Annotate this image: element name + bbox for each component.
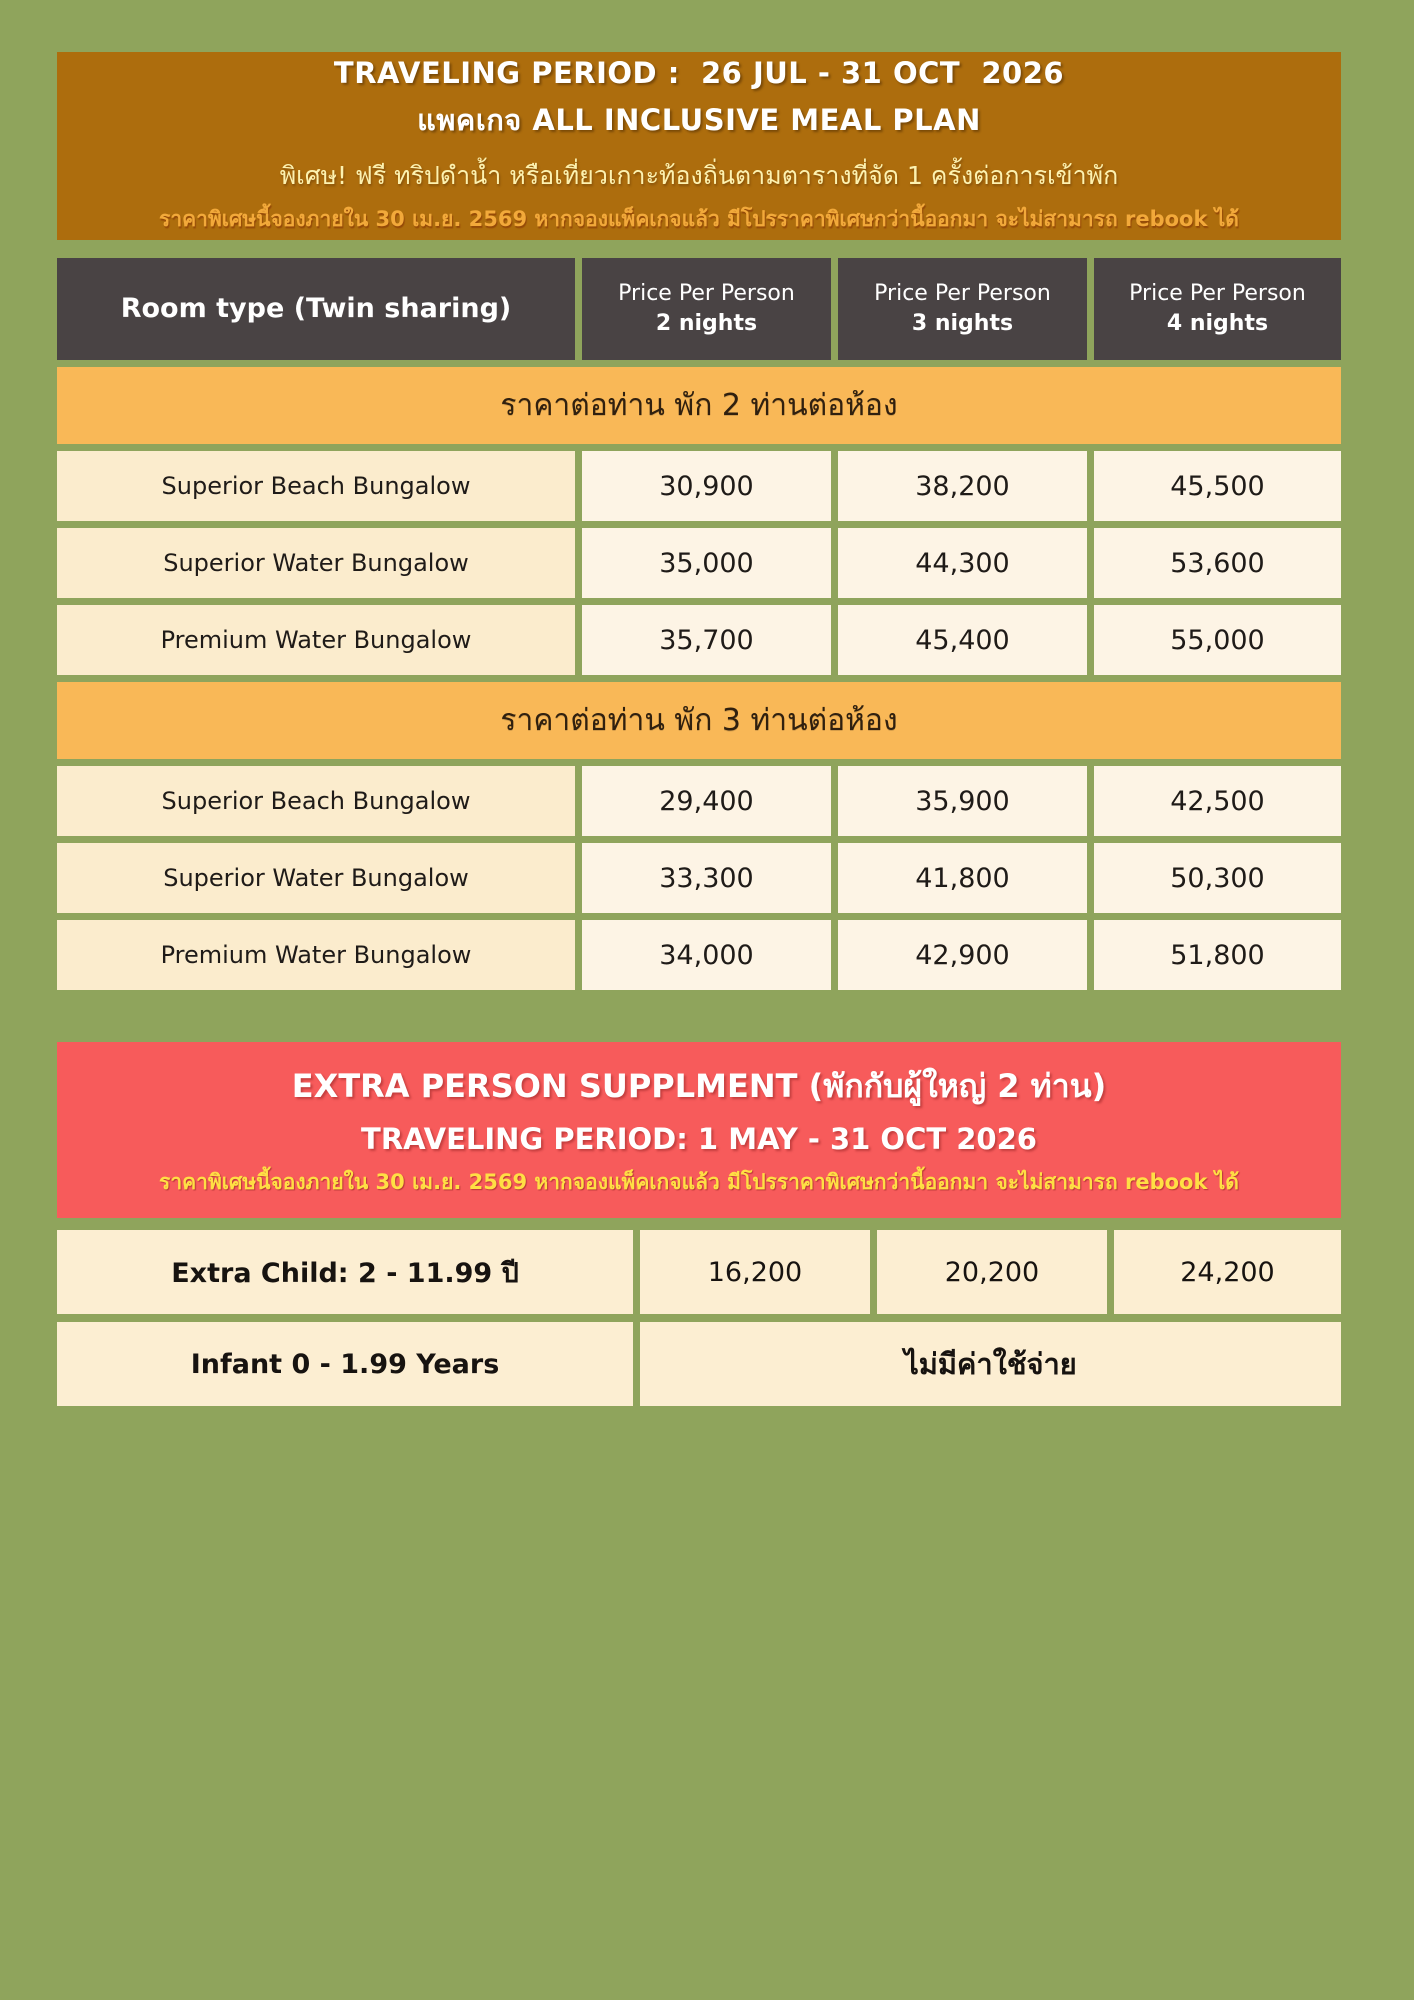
occupancy-band-3-person: ราคาต่อท่าน พัก 3 ท่านต่อห้อง [57,682,1341,759]
infant-free-of-charge-cell: ไม่มีค่าใช้จ่าย [640,1322,1341,1406]
nights-3-label: 3 nights [911,311,1014,336]
nights-2-label: 2 nights [655,311,758,336]
room-type-cell: Superior Water Bungalow [57,528,575,598]
table-row [57,605,1341,675]
price-cell-3-nights: 42,900 [838,920,1087,990]
price-cell-4-nights: 55,000 [1094,605,1341,675]
table-row [57,528,1341,598]
price-cell-4-nights: 45,500 [1094,451,1341,521]
traveling-period-title: TRAVELING PERIOD : 26 JUL - 31 OCT 2026 [333,56,1065,90]
price-cell-4-nights: 42,500 [1094,766,1341,836]
extra-person-title: EXTRA PERSON SUPPLMENT (พักกับผู้ใหญ่ 2 ท่าน) [291,1067,1107,1105]
extra-period-title: TRAVELING PERIOD: 1 MAY - 31 OCT 2026 [361,1122,1037,1156]
price-cell-4-nights: 51,800 [1094,920,1341,990]
price-cell-4-nights: 53,600 [1094,528,1341,598]
price-per-person-label: Price Per Person [874,281,1051,307]
price-cell-3-nights: 41,800 [838,843,1087,913]
infant-row [57,1322,1341,1406]
price-per-person-label: Price Per Person [1129,281,1306,307]
nights-4-label: 4 nights [1166,311,1269,336]
price-cell-4-nights: 50,300 [1094,843,1341,913]
price-cell-2-nights: 34,000 [582,920,831,990]
room-type-header-cell [57,258,575,360]
table-row [57,766,1341,836]
extra-child-price-2-nights: 16,200 [640,1230,870,1314]
price-cell-2-nights: 35,700 [582,605,831,675]
promo-header [57,52,1341,240]
room-type-cell: Superior Water Bungalow [57,843,575,913]
room-type-cell: Superior Beach Bungalow [57,451,575,521]
extra-child-label-cell: Extra Child: 2 - 11.99 ปี [57,1230,633,1314]
price-header-4-nights [1094,258,1341,360]
price-cell-2-nights: 35,000 [582,528,831,598]
page-content [57,0,1341,1406]
price-per-person-label: Price Per Person [618,281,795,307]
price-cell-2-nights: 33,300 [582,843,831,913]
package-title: แพคเกจ ALL INCLUSIVE MEAL PLAN [417,103,981,137]
room-type-cell: Superior Beach Bungalow [57,766,575,836]
extra-child-row [57,1230,1341,1314]
price-cell-3-nights: 38,200 [838,451,1087,521]
extra-booking-condition-note: ราคาพิเศษนี้จองภายใน 30 เม.ย. 2569 หากจองแพ็คเกจแล้ว มีโปรราคาพิเศษกว่านี้ออกมา จะไม่สามารถ rebook ได้ [159,1170,1239,1194]
price-cell-3-nights: 44,300 [838,528,1087,598]
price-cell-2-nights: 29,400 [582,766,831,836]
occupancy-band-2-person: ราคาต่อท่าน พัก 2 ท่านต่อห้อง [57,367,1341,444]
price-header-2-nights [582,258,831,360]
booking-condition-note: ราคาพิเศษนี้จองภายใน 30 เม.ย. 2569 หากจองแพ็คเกจแล้ว มีโปรราคาพิเศษกว่านี้ออกมา จะไม่สามารถ rebook ได้ [159,207,1239,231]
extra-person-section-header [57,1042,1341,1218]
free-trip-note: พิเศษ! ฟรี ทริปดำน้ำ หรือเที่ยวเกาะท้องถิ่นตามตารางที่จัด 1 ครั้งต่อการเข้าพัก [279,161,1119,190]
price-cell-3-nights: 45,400 [838,605,1087,675]
extra-child-price-4-nights: 24,200 [1114,1230,1341,1314]
room-type-cell: Premium Water Bungalow [57,920,575,990]
extra-child-price-3-nights: 20,200 [877,1230,1107,1314]
price-cell-3-nights: 35,900 [838,766,1087,836]
table-row [57,843,1341,913]
table-row [57,920,1341,990]
room-type-cell: Premium Water Bungalow [57,605,575,675]
infant-label-cell: Infant 0 - 1.99 Years [57,1322,633,1406]
price-header-3-nights [838,258,1087,360]
price-cell-2-nights: 30,900 [582,451,831,521]
table-row [57,451,1341,521]
price-table-header-row [57,258,1341,360]
room-type-header-label: Room type (Twin sharing) [120,292,512,324]
